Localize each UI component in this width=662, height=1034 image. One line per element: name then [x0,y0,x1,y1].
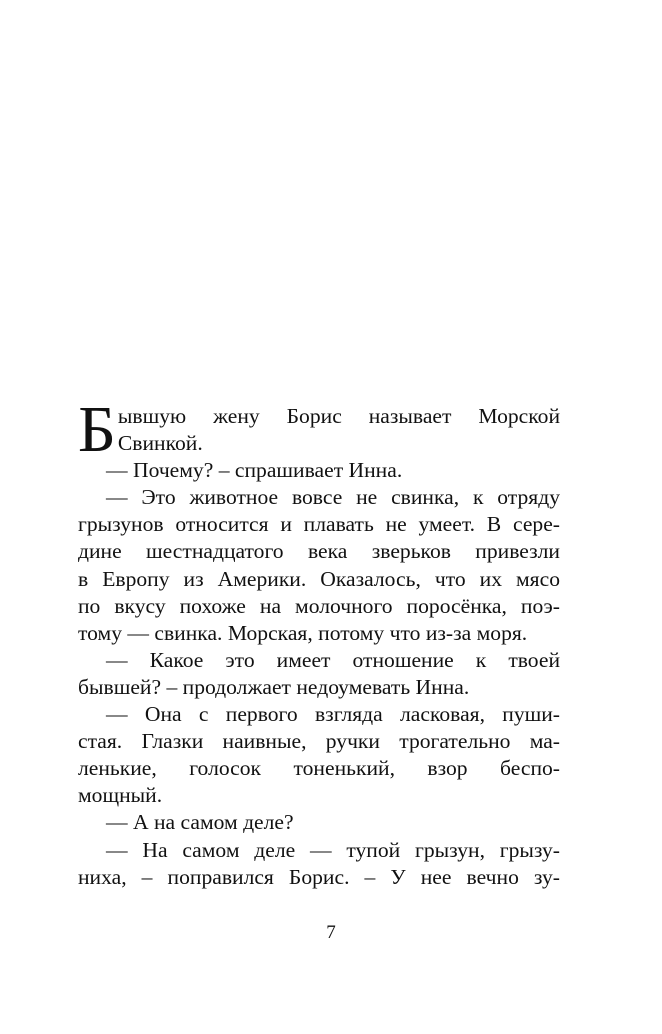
text-line: — На самом деле — тупой грызун, грызу- [106,837,560,862]
text-line: ленькие, голосок тоненький, взор беспо- [78,756,560,781]
text-line: Свинкой. [117,431,203,456]
text-line: — Она с первого взгляда ласковая, пуши- [106,702,560,727]
text-line: ниха, – поправился Борис. – У нее вечно зу- [78,864,560,889]
text-line: грызунов относится и плавать не умеет. В сере- [78,512,560,537]
text-line: ывшую жену Борис называет Морской [117,404,560,428]
text-line: стая. Глазки наивные, ручки трогательно ма- [78,729,560,754]
text-line: мощный. [78,783,163,808]
text-line: — А на самом деле? [106,810,294,835]
page-number: 7 [326,922,336,943]
text-line: — Какое это имеет отношение к твоей [106,647,560,672]
body-text [78,393,560,891]
text-line: в Европу из Америки. Оказалось, что их мясо [78,566,560,591]
text-line: тому — свинка. Морская, потому что из-за моря. [78,620,528,645]
text-line: — Почему? – спрашивает Инна. [106,458,403,483]
text-line: бывшей? – продолжает недоумевать Инна. [78,674,470,699]
text-line: дине шестнадцатого века зверьков привезли [78,539,560,564]
text-line: по вкусу похоже на молочного поросёнка, поэ- [78,593,560,618]
drop-cap: Б [78,393,116,466]
text-line: — Это животное вовсе не свинка, к отряду [106,485,560,510]
